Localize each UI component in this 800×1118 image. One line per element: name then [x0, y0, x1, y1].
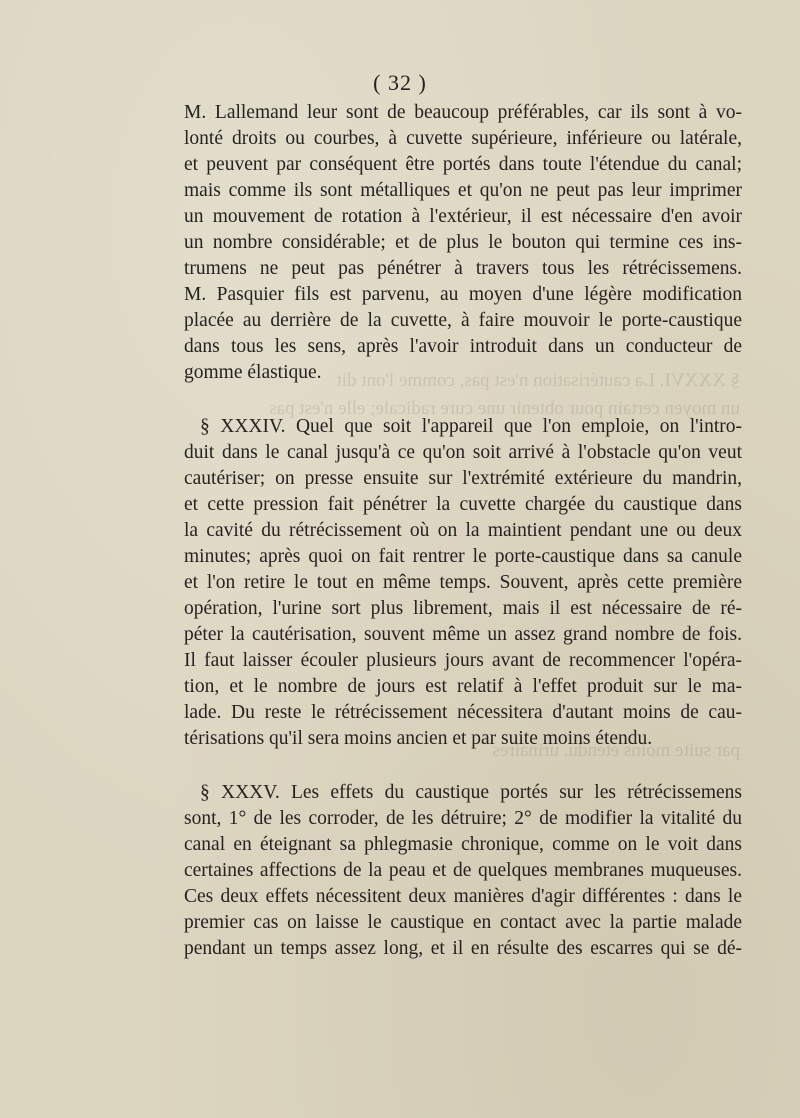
- text-line: Ces deux effets nécessitent deux manières d'agir différentes : dans le: [184, 886, 742, 907]
- text-line: premier cas on laisse le caustique en contact avec la partie malade: [184, 912, 742, 933]
- show-through-text: par suite moins étendu. urinaires: [492, 740, 740, 761]
- text-line: lonté droits ou courbes, à cuvette supérieure, inférieure ou latérale,: [184, 128, 742, 149]
- text-line: sont, 1° de les corroder, de les détruire; 2° de modifier la vitalité du: [184, 808, 742, 829]
- text-line: la cavité du rétrécissement où on la maintient pendant une ou deux: [184, 520, 742, 541]
- text-line: un nombre considérable; et de plus le bouton qui termine ces ins-: [184, 232, 742, 253]
- text-line: et cette pression fait pénétrer la cuvette chargée du caustique dans: [184, 494, 742, 515]
- text-line: dans tous les sens, après l'avoir introduit dans un conducteur de: [184, 336, 742, 357]
- paragraph-1: [184, 100, 742, 386]
- text-line: et peuvent par conséquent être portés dans toute l'étendue du canal;: [184, 154, 742, 175]
- section-heading-line: § XXXV. Les effets du caustique portés sur les rétrécissemens: [200, 782, 742, 803]
- text-line: M. Pasquier fils est parvenu, au moyen d'une légère modification: [184, 284, 742, 305]
- text-line: pendant un temps assez long, et il en résulte des escarres qui se dé-: [184, 938, 742, 959]
- text-line: opération, l'urine sort plus librement, mais il est nécessaire de ré-: [184, 598, 742, 619]
- show-through-text: un moyen certain pour obtenir une cure radicale; elle n'est pas: [269, 398, 740, 419]
- text-line: mais comme ils sont métalliques et qu'on ne peut pas leur imprimer: [184, 180, 742, 201]
- section-heading-line: § XXXIV. Quel que soit l'appareil que l'on emploie, on l'intro-: [200, 416, 742, 437]
- text-line: canal en éteignant sa phlegmasie chronique, comme on le voit dans: [184, 834, 742, 855]
- text-line: placée au derrière de la cuvette, à faire mouvoir le porte-caustique: [184, 310, 742, 331]
- paragraph-section-xxxiv: [184, 414, 742, 752]
- text-line: trumens ne peut pas pénétrer à travers tous les rétrécissemens.: [184, 258, 742, 279]
- text-line: tion, et le nombre de jours est relatif à l'effet produit sur le ma-: [184, 676, 742, 697]
- body-text: [184, 100, 742, 962]
- text-line: gomme élastique.: [184, 362, 322, 383]
- text-line: un mouvement de rotation à l'extérieur, il est nécessaire d'en avoir: [184, 206, 742, 227]
- page-number: ( 32 ): [373, 70, 427, 95]
- text-line: péter la cautérisation, souvent même un assez grand nombre de fois.: [184, 624, 742, 645]
- text-line: M. Lallemand leur sont de beaucoup préférables, car ils sont à vo-: [184, 102, 742, 123]
- text-line: térisations qu'il sera moins ancien et par suite moins étendu.: [184, 728, 653, 749]
- text-line: Il faut laisser écouler plusieurs jours avant de recommencer l'opéra-: [184, 650, 742, 671]
- text-line: duit dans le canal jusqu'à ce qu'on soit arrivé à l'obstacle qu'on veut: [184, 442, 742, 463]
- text-line: minutes; après quoi on fait rentrer le porte-caustique dans sa canule: [184, 546, 742, 567]
- paragraph-section-xxxv: [184, 780, 742, 962]
- text-line: cautériser; on presse ensuite sur l'extrémité extérieure du mandrin,: [184, 468, 742, 489]
- show-through-text: § XXXVI. La cautérisation n'est pas, comme l'ont dit: [336, 370, 740, 391]
- text-line: certaines affections de la peau et de quelques membranes muqueuses.: [184, 860, 742, 881]
- text-line: lade. Du reste le rétrécissement nécessitera d'autant moins de cau-: [184, 702, 742, 723]
- text-line: et l'on retire le tout en même temps. Souvent, après cette première: [184, 572, 742, 593]
